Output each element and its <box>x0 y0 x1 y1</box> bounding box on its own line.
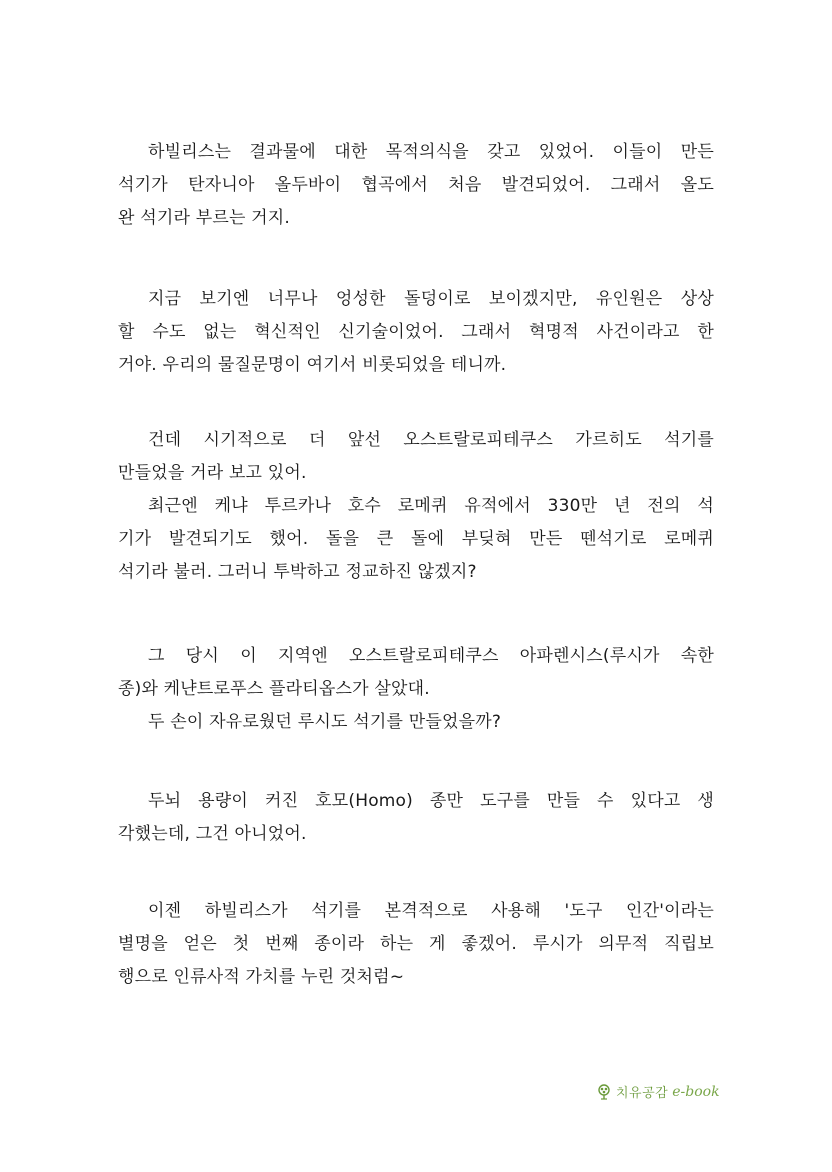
tree-logo-icon <box>596 1084 612 1100</box>
text-line: 두 손이 자유로웠던 루시도 석기를 만들었을까? <box>148 712 502 732</box>
footer-brand: 치유공감 <box>616 1086 669 1101</box>
text-line: 별명을 얻은 첫 번째 종이라 하는 게 좋겠어. 루시가 의무적 직립보 <box>118 934 714 954</box>
text-line: 건데 시기적으로 더 앞선 오스트랄로피테쿠스 가르히도 석기를 <box>148 430 714 450</box>
text-line: 할 수도 없는 혁신적인 신기술이었어. 그래서 혁명적 사건이라고 한 <box>118 322 714 342</box>
paragraph-3 <box>118 424 714 589</box>
text-line: 석기가 탄자니아 올두바이 협곡에서 처음 발견되었어. 그래서 올도 <box>118 175 714 195</box>
paragraph-2 <box>118 283 714 382</box>
text-line: 최근엔 케냐 투르카나 호수 로메퀴 유적에서 330만 년 전의 석 <box>148 496 714 516</box>
paragraph-4 <box>118 640 714 739</box>
paragraph-5 <box>118 785 714 851</box>
text-line: 그 당시 이 지역엔 오스트랄로피테쿠스 아파렌시스(루시가 속한 <box>148 646 714 666</box>
text-line: 지금 보기엔 너무나 엉성한 돌덩이로 보이겠지만, 유인원은 상상 <box>148 289 714 309</box>
footer-logo <box>596 1082 720 1101</box>
text-line: 종)와 케냔트로푸스 플라티옵스가 살았대. <box>118 679 430 699</box>
text-line: 각했는데, 그건 아니었어. <box>118 824 307 844</box>
paragraph-6 <box>118 895 714 994</box>
text-line: 석기라 불러. 그러니 투박하고 정교하진 않겠지? <box>118 562 477 582</box>
text-line: 거야. 우리의 물질문명이 여기서 비롯되었을 테니까. <box>118 355 507 375</box>
text-line: 두뇌 용량이 커진 호모(Homo) 종만 도구를 만들 수 있다고 생 <box>148 791 714 811</box>
paragraph-1 <box>118 136 714 235</box>
text-line: 완 석기라 부르는 거지. <box>118 208 291 228</box>
footer-ebook: e-book <box>672 1083 720 1100</box>
text-line: 하빌리스는 결과물에 대한 목적의식을 갖고 있었어. 이들이 만든 <box>148 142 714 162</box>
text-line: 만들었을 거라 보고 있어. <box>118 463 307 483</box>
text-line: 기가 발견되기도 했어. 돌을 큰 돌에 부딪혀 만든 뗀석기로 로메퀴 <box>118 529 714 549</box>
text-line: 행으로 인류사적 가치를 누린 것처럼~ <box>118 967 405 987</box>
text-line: 이젠 하빌리스가 석기를 본격적으로 사용해 '도구 인간'이라는 <box>148 901 714 921</box>
